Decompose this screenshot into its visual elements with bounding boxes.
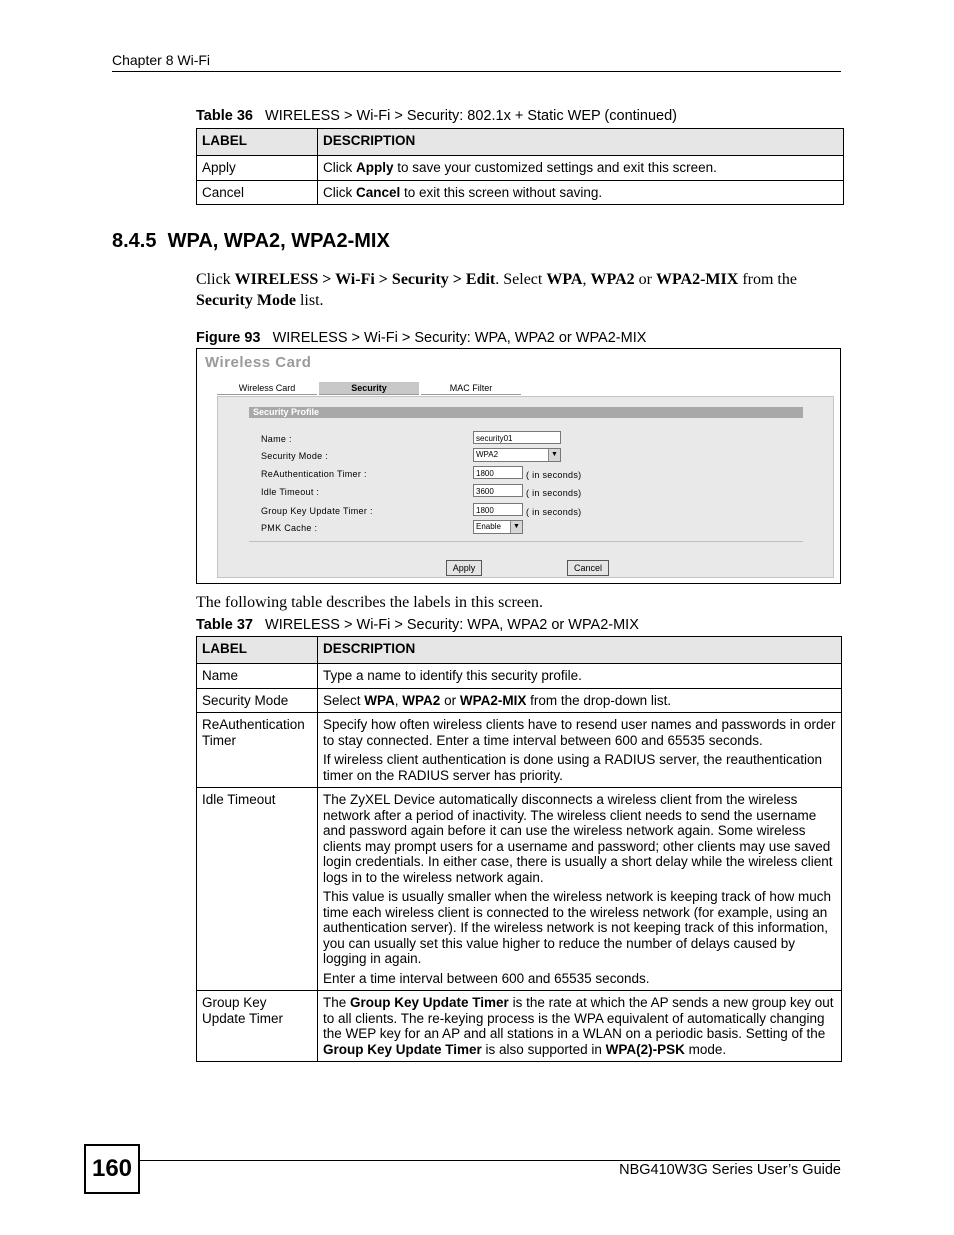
table37-caption-text: WIRELESS > Wi-Fi > Security: WPA, WPA2 or WPA2-MIX <box>265 617 639 633</box>
row-label: Security Mode <box>197 688 318 713</box>
row-label: Name <box>197 664 318 689</box>
pmk-cache-label: PMK Cache : <box>261 523 318 533</box>
table37-col-label: LABEL <box>197 637 318 664</box>
figure93-caption <box>196 330 646 346</box>
table-row <box>197 180 844 205</box>
reauth-timer-label: ReAuthentication Timer : <box>261 469 367 479</box>
row-desc: Select WPA, WPA2 or WPA2-MIX from the drop-down list. <box>318 688 842 713</box>
row-desc: Specify how often wireless clients have to resend user names and passwords in order to stay connected. Enter a time interval between 600 and 65535 seconds. If wireless client authentication is done using a RADIUS server, the reauthentication timer on the RADIUS server has priority. <box>318 713 842 788</box>
table36-col-desc: DESCRIPTION <box>318 129 844 156</box>
cancel-button[interactable]: Cancel <box>567 560 609 576</box>
row-desc: The ZyXEL Device automatically disconnects a wireless client from the wireless network after a period of inactivity. The wireless client needs to send the username and password again before it can use the wireless network again. Some wireless clients may prompt users for a username and password; other clients may use saved login credentials. In either case, there is usually a short delay while the wireless client logs in to the wireless network again. This value is usually smaller when the wireless network is keeping track of how much time each wireless client is connected to the wireless network (for example, using an authentication server). If the wireless network is not keeping track of this information, you can usually set this value higher to reduce the number of delays caused by logging in again. Enter a time interval between 600 and 65535 seconds. <box>318 788 842 991</box>
row-label: Apply <box>197 156 318 181</box>
row-label: ReAuthentication Timer <box>197 713 318 788</box>
tab-wireless-card[interactable]: Wireless Card <box>217 382 317 395</box>
table36-caption-text: WIRELESS > Wi-Fi > Security: 802.1x + Static WEP (continued) <box>265 108 677 124</box>
group-key-unit: ( in seconds) <box>526 507 582 517</box>
security-mode-select[interactable] <box>473 448 561 462</box>
security-panel <box>217 396 834 578</box>
group-key-timer-input[interactable]: 1800 <box>473 503 523 516</box>
reauth-unit: ( in seconds) <box>526 470 582 480</box>
footer-rule <box>140 1160 840 1161</box>
row-desc: Click Cancel to exit this screen without saving. <box>318 180 844 205</box>
chapter-header: Chapter 8 Wi-Fi <box>112 52 211 68</box>
table37-col-desc: DESCRIPTION <box>318 637 842 664</box>
row-label: Cancel <box>197 180 318 205</box>
tab-bar <box>217 382 522 394</box>
pmk-cache-value: Enable <box>476 522 501 531</box>
figure93-screenshot <box>196 348 841 584</box>
pmk-cache-select[interactable] <box>473 520 523 534</box>
chevron-down-icon[interactable]: ▼ <box>548 449 560 461</box>
table37-caption <box>196 617 639 633</box>
table-row <box>197 664 842 689</box>
name-input[interactable]: security01 <box>473 431 561 444</box>
idle-timeout-input[interactable]: 3600 <box>473 484 523 497</box>
security-mode-value: WPA2 <box>476 450 499 459</box>
intro-paragraph: Click WIRELESS > Wi-Fi > Security > Edit. Select WPA, WPA2 or WPA2-MIX from the Security Mode list. <box>196 271 797 309</box>
tab-mac-filter[interactable]: MAC Filter <box>421 382 521 395</box>
guide-title: NBG410W3G Series User’s Guide <box>619 1162 841 1178</box>
table36 <box>196 128 844 205</box>
apply-button[interactable]: Apply <box>446 560 482 576</box>
security-mode-label: Security Mode : <box>261 451 329 461</box>
panel-divider <box>249 541 803 542</box>
table37 <box>196 636 842 1062</box>
group-key-timer-label: Group Key Update Timer : <box>261 506 373 516</box>
idle-unit: ( in seconds) <box>526 488 582 498</box>
table-row <box>197 788 842 991</box>
table37-caption-label: Table 37 <box>196 617 253 633</box>
section-title: 8.4.5 WPA, WPA2, WPA2-MIX <box>112 230 390 252</box>
page-number: 160 <box>84 1144 140 1194</box>
following-text: The following table describes the labels in this screen. <box>196 594 544 611</box>
figure93-caption-text: WIRELESS > Wi-Fi > Security: WPA, WPA2 or WPA2-MIX <box>272 330 647 346</box>
row-label: Group Key Update Timer <box>197 991 318 1062</box>
chevron-down-icon[interactable]: ▼ <box>510 521 522 533</box>
header-rule <box>112 71 841 72</box>
row-desc: Click Apply to save your customized settings and exit this screen. <box>318 156 844 181</box>
name-label: Name : <box>261 434 292 444</box>
figure93-caption-label: Figure 93 <box>196 330 261 346</box>
table-row <box>197 991 842 1062</box>
table-row <box>197 713 842 788</box>
table-row <box>197 688 842 713</box>
table36-caption-label: Table 36 <box>196 108 253 124</box>
window-title: Wireless Card <box>205 354 312 371</box>
reauth-timer-input[interactable]: 1800 <box>473 466 523 479</box>
row-desc: The Group Key Update Timer is the rate at which the AP sends a new group key out to all clients. The re-keying process is the WPA equivalent of automatically changing the WEP key for an AP and all stations in a WLAN on a periodic basis. Setting of the Group Key Update Timer is also supported in WPA(2)-PSK mode. <box>318 991 842 1062</box>
row-desc: Type a name to identify this security profile. <box>318 664 842 689</box>
table36-caption <box>196 108 677 124</box>
table36-col-label: LABEL <box>197 129 318 156</box>
security-profile-header: Security Profile <box>249 407 803 418</box>
idle-timeout-label: Idle Timeout : <box>261 487 320 497</box>
table-row <box>197 156 844 181</box>
row-label: Idle Timeout <box>197 788 318 991</box>
tab-security[interactable]: Security <box>319 382 419 395</box>
